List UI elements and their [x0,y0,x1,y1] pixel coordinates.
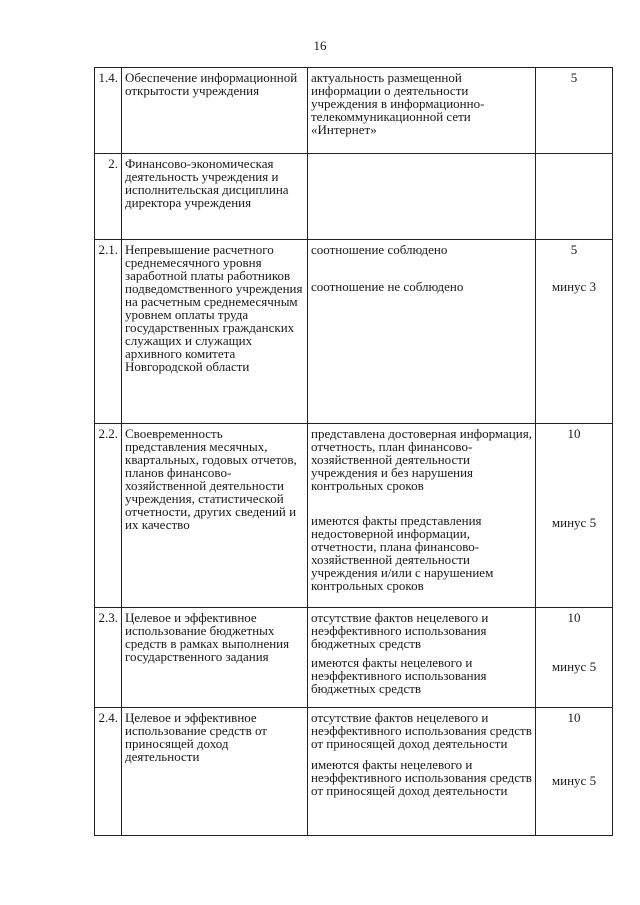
table-row [95,154,613,240]
condition-text: отсутствие фактов нецелевого и неэффективного использования бюджетных средств [311,610,489,651]
criteria-table [94,67,613,836]
score-cell [536,68,613,154]
condition-text: имеются факты представления недостоверной информации, отчетности, плана финансово-хозяйственной деятельности учреждения и/или с нарушением контрольных сроков [311,513,494,593]
score-value: 5 [570,242,578,257]
score-value: минус 5 [551,773,597,788]
page-number: 16 [313,38,327,53]
score-cell [536,608,613,708]
score-value: 10 [567,426,581,441]
table-row [95,608,613,708]
row-number: 2. [95,154,122,240]
condition-text: актуальность размещенной информации о деятельности учреждения в информационно-телекоммуникационной сети «Интернет» [311,70,485,137]
score-value: минус 3 [551,279,597,294]
score-value: 10 [567,610,581,625]
table-row [95,708,613,836]
table-row [95,424,613,608]
condition-cell [308,424,536,608]
score-cell [536,154,613,240]
row-number: 2.4. [95,708,122,836]
condition-cell [308,154,536,240]
table-row [95,68,613,154]
condition-text: соотношение не соблюдено [311,279,464,294]
row-number: 1.4. [95,68,122,154]
condition-text: отсутствие фактов нецелевого и неэффективного использования средств от приносящей доход деятельности [311,710,532,751]
row-number: 2.2. [95,424,122,608]
criterion-name: Обеспечение информационной открытости учреждения [122,68,308,154]
score-value: минус 5 [551,515,597,530]
row-number: 2.1. [95,240,122,424]
score-cell [536,240,613,424]
condition-text: имеются факты нецелевого и неэффективного использования бюджетных средств [311,655,487,696]
criterion-name: Целевое и эффективное использование бюджетных средств в рамках выполнения государственного задания [122,608,308,708]
condition-cell [308,608,536,708]
criterion-name: Своевременность представления месячных, квартальных, годовых отчетов, планов финансово-хозяйственной деятельности учреждения, статистической отчетности, других сведений и их качество [122,424,308,608]
condition-text: имеются факты нецелевого и неэффективного использования средств от приносящей доход деятельности [311,757,532,798]
criterion-name: Финансово-экономическая деятельность учреждения и исполнительская дисциплина директора учреждения [122,154,308,240]
condition-text: соотношение соблюдено [311,242,448,257]
score-cell [536,424,613,608]
row-number: 2.3. [95,608,122,708]
condition-text: представлена достоверная информация, отчетность, план финансово-хозяйственной деятельности учреждения и без нарушения контрольных сроков [311,426,532,493]
criterion-name: Целевое и эффективное использование средств от приносящей доход деятельности [122,708,308,836]
condition-cell [308,708,536,836]
condition-cell [308,68,536,154]
criterion-name: Непревышение расчетного среднемесячного уровня заработной платы работников подведомственного учреждения на расчетным среднемесячным уровнем оплаты труда государственных гражданских служащих и служащих архивного комитета Новгородской области [122,240,308,424]
score-value: 5 [570,70,578,85]
table-row [95,240,613,424]
score-cell [536,708,613,836]
score-value: минус 5 [551,659,597,674]
condition-cell [308,240,536,424]
score-value: 10 [567,710,581,725]
